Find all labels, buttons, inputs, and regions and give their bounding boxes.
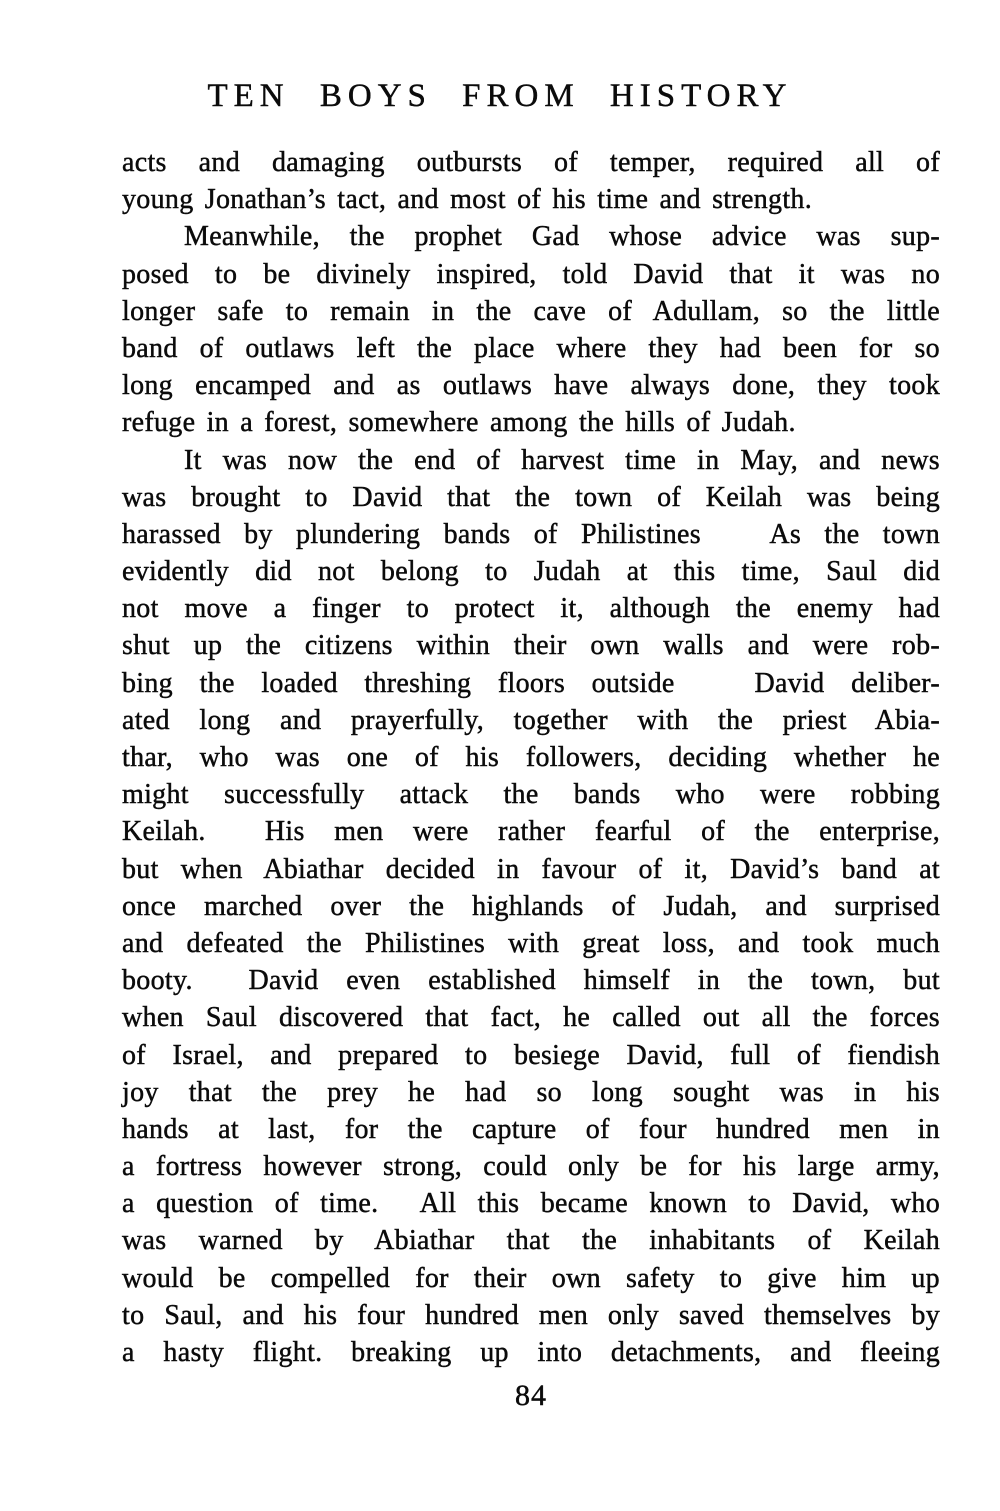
text-line: of Israel, and prepared to besiege David, full of fiendish — [122, 1039, 940, 1071]
text-line: to Saul, and his four hundred men only saved themselves by — [122, 1299, 940, 1331]
text-line: posed to be divinely inspired, told David that it was no — [122, 258, 940, 290]
text-line: long encamped and as outlaws have always done, they took — [122, 370, 940, 402]
text-line: shut up the citizens within their own walls and were rob- — [122, 630, 940, 662]
text-line: a fortress however strong, could only be for his large army, — [122, 1151, 940, 1183]
text-line: might successfully attack the bands who were robbing — [122, 779, 940, 811]
page-title: TEN BOYS FROM HISTORY — [207, 78, 793, 114]
text-line: not move a finger to protect it, although the enemy had — [122, 593, 940, 625]
text-line: band of outlaws left the place where they had been for so — [122, 332, 940, 364]
page-number: 84 — [515, 1379, 547, 1412]
text-line: a hasty flight. breaking up into detachments, and fleeing — [122, 1337, 940, 1368]
text-line: hands at last, for the capture of four hundred men in — [122, 1113, 940, 1145]
text-line: young Jonathan’s tact, and most of his time and strength. — [122, 184, 813, 216]
text-line: would be compelled for their own safety to give him up — [122, 1262, 940, 1294]
text-line: thar, who was one of his followers, deciding whether he — [122, 742, 940, 773]
body-text — [122, 144, 940, 1371]
text-line: bing the loaded threshing floors outside David deliber- — [122, 667, 940, 699]
text-line: booty. David even established himself in the town, but — [122, 965, 940, 997]
text-line: joy that the prey he had so long sought was in his — [122, 1076, 940, 1108]
text-line: a question of time. All this became known to David, who — [122, 1188, 940, 1220]
text-line: ated long and prayerfully, together with the priest Abia- — [122, 704, 940, 736]
text-line: harassed by plundering bands of Philistines As the town — [122, 518, 940, 550]
text-line: and defeated the Philistines with great loss, and took much — [122, 927, 940, 959]
text-line: when Saul discovered that fact, he called out all the forces — [122, 1002, 940, 1034]
text-line: acts and damaging outbursts of temper, required all of — [122, 147, 940, 178]
text-line: was warned by Abiathar that the inhabitants of Keilah — [122, 1225, 940, 1257]
text-line: It was now the end of harvest time in May, and news — [184, 444, 940, 476]
text-line: refuge in a forest, somewhere among the hills of Judah. — [122, 407, 796, 439]
text-line: Meanwhile, the prophet Gad whose advice was sup- — [184, 221, 940, 253]
text-line: evidently did not belong to Judah at this time, Saul did — [122, 556, 940, 588]
text-line: longer safe to remain in the cave of Adullam, so the little — [122, 295, 940, 327]
text-line: once marched over the highlands of Judah, and surprised — [122, 890, 940, 922]
text-line: but when Abiathar decided in favour of it, David’s band at — [122, 853, 940, 885]
text-line: Keilah. His men were rather fearful of the enterprise, — [122, 816, 940, 848]
text-line: was brought to David that the town of Keilah was being — [122, 481, 940, 513]
